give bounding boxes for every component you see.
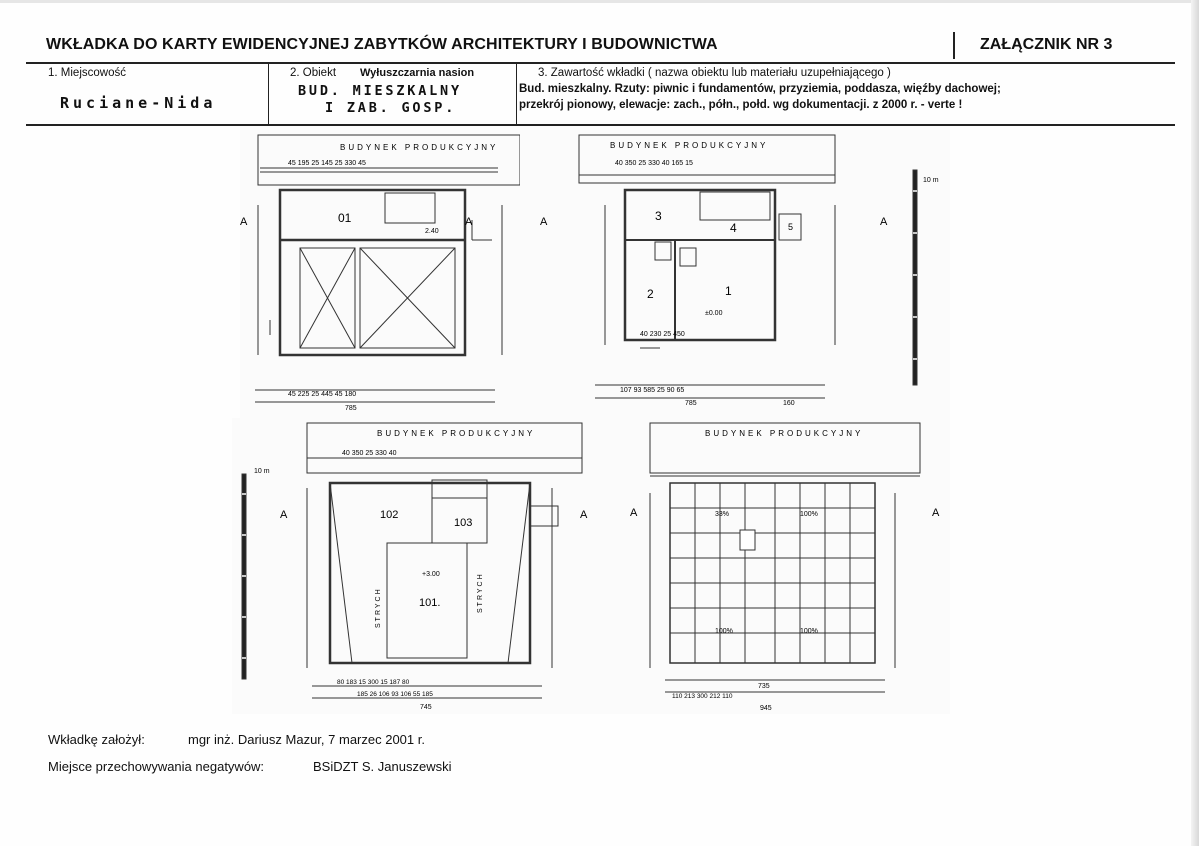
roof-outline — [670, 483, 875, 663]
basement-outer-wall — [280, 190, 465, 355]
svg-text:A: A — [880, 216, 888, 228]
attic-porch — [530, 506, 558, 526]
roof-chimney — [740, 530, 755, 550]
page-right-edge — [1191, 0, 1199, 846]
svg-text:2: 2 — [647, 287, 654, 301]
svg-text:40 350 25 330: 40 350 25 330 40 — [342, 450, 397, 457]
svg-text:5: 5 — [788, 222, 794, 232]
svg-text:745: 745 — [420, 704, 432, 711]
contents-value-line2: przekrój pionowy, elewacje: zach., półn., połd. wg dokumentacji. z 2000 r. - verte ! — [519, 99, 963, 111]
svg-text:A: A — [280, 509, 288, 521]
author-label: Wkładkę założył: — [48, 732, 145, 747]
svg-text:A: A — [630, 507, 638, 519]
attic-level-mark: +3.00 — [422, 571, 440, 578]
object-label: 2. Obiekt — [290, 67, 337, 79]
annex-number: ZAŁĄCZNIK NR 3 — [980, 36, 1113, 53]
svg-text:A: A — [932, 507, 940, 519]
svg-text:BUDYNEK PRODUKCYJNY: BUDYNEK PRODUKCYJNY — [340, 143, 499, 152]
contents-value-line1: Bud. mieszkalny. Rzuty: piwnic i fundamentów, przyziemia, poddasza, więźby dachowej; — [519, 83, 1001, 95]
storage-value: BSiDZT S. Januszewski — [313, 759, 452, 774]
svg-text:110 213 300 212: 110 213 300 212 110 — [672, 693, 733, 700]
svg-text:101.: 101. — [419, 597, 441, 609]
svg-text:A: A — [240, 216, 248, 228]
plan-ground-drawing — [535, 130, 950, 415]
basement-stair — [385, 193, 435, 223]
title-divider — [953, 32, 955, 59]
svg-text:80 183 15 300 15 187: 80 183 15 300 15 187 80 — [337, 679, 410, 686]
svg-text:160: 160 — [783, 400, 795, 407]
object-name: Wyłuszczarnia nasion — [360, 67, 475, 79]
svg-text:A: A — [465, 216, 473, 228]
author-value: mgr inż. Dariusz Mazur, 7 marzec 2001 r. — [188, 732, 425, 747]
svg-text:107 93 585: 107 93 585 25 90 65 — [620, 387, 685, 394]
plan-attic-drawing — [232, 418, 592, 714]
page-top-edge — [0, 0, 1199, 3]
storage-label: Miejsce przechowywania negatywów: — [48, 759, 265, 774]
svg-text:785: 785 — [345, 405, 357, 412]
svg-text:2.40: 2.40 — [425, 228, 439, 235]
header-rule-bottom — [26, 124, 1175, 126]
plan-basement-drawing — [240, 130, 520, 415]
ground-scale-bar — [913, 170, 917, 385]
svg-text:45 195 25 145 25 330: 45 195 25 145 25 330 45 — [288, 160, 366, 167]
roof-pitch-4: 100% — [800, 628, 818, 635]
svg-text:45 225 25 445 45: 45 225 25 445 45 180 — [288, 391, 357, 398]
svg-text:785: 785 — [685, 400, 697, 407]
svg-text:STRYCH: STRYCH — [477, 572, 484, 613]
svg-text:BUDYNEK PRODUKCYJNY: BUDYNEK PRODUKCYJNY — [705, 429, 864, 438]
ground-stair — [700, 192, 770, 220]
svg-text:STRYCH: STRYCH — [375, 587, 382, 628]
field-divider-2 — [516, 64, 517, 124]
ground-scale-label: 10 m — [923, 177, 939, 184]
roof-pitch-1: 33% — [715, 511, 730, 518]
svg-text:A: A — [540, 216, 548, 228]
roof-pitch-2: 100% — [800, 511, 818, 518]
roof-pitch-3: 100% — [715, 628, 733, 635]
svg-text:945: 945 — [760, 705, 772, 712]
svg-text:1: 1 — [725, 284, 732, 298]
svg-text:103: 103 — [454, 517, 473, 529]
object-value-line1: BUD. MIESZKALNY — [298, 83, 462, 99]
svg-text:3: 3 — [655, 209, 662, 223]
svg-text:01: 01 — [338, 211, 352, 225]
document-title: WKŁADKA DO KARTY EWIDENCYJNEJ ZABYTKÓW ARCHITEKTURY I BUDOWNICTWA — [46, 36, 718, 53]
svg-text:A: A — [580, 509, 588, 521]
object-value-line2: I ZAB. GOSP. — [325, 100, 457, 116]
svg-text:BUDYNEK PRODUKCYJNY: BUDYNEK PRODUKCYJNY — [610, 141, 769, 150]
svg-text:4: 4 — [730, 221, 737, 235]
svg-text:102: 102 — [380, 509, 399, 521]
contents-label: 3. Zawartość wkładki ( nazwa obiektu lub materiału uzupełniającego ) — [538, 67, 891, 79]
ground-level-mark: ±0.00 — [705, 310, 723, 317]
svg-text:735: 735 — [758, 683, 770, 690]
svg-text:40 350 25 330: 40 350 25 330 40 165 15 — [615, 160, 693, 167]
svg-text:BUDYNEK PRODUKCYJNY: BUDYNEK PRODUKCYJNY — [377, 429, 536, 438]
svg-text:40 230 25 450: 40 230 25 450 — [640, 331, 685, 338]
locality-value: Ruciane-Nida — [60, 94, 217, 112]
attic-scale-label: 10 m — [254, 468, 270, 475]
locality-label: 1. Miejscowość — [48, 67, 126, 79]
svg-text:185 26 106 93 106 55 185: 185 26 106 93 106 55 185 — [357, 691, 433, 698]
header-rule-top — [26, 62, 1175, 64]
plan-roof-drawing — [610, 418, 950, 714]
field-divider-1 — [268, 64, 269, 124]
